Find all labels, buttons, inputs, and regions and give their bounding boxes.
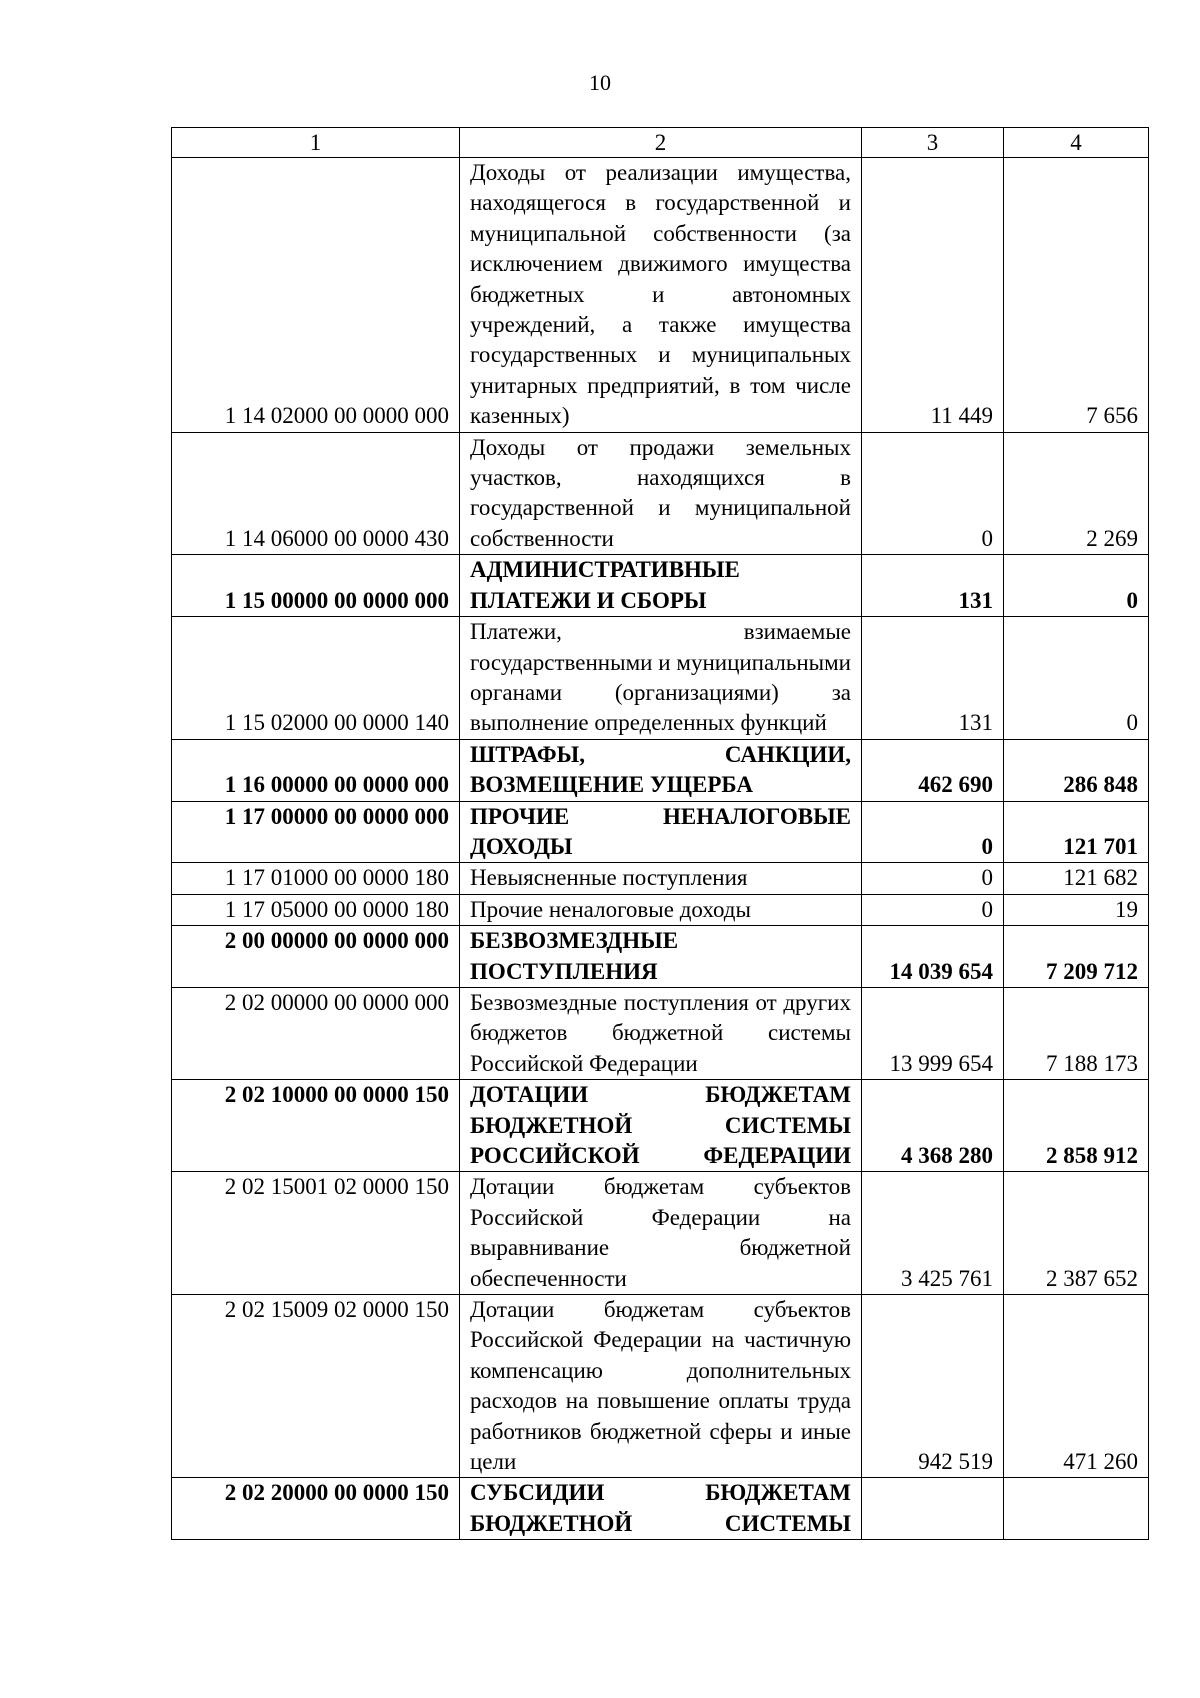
row-value-col3: 131 — [862, 617, 1004, 740]
row-name: ПРОЧИЕ НЕНАЛОГОВЫЕ ДОХОДЫ — [460, 801, 862, 863]
row-name: Доходы от реализации имущества, находящегося в государственной и муниципальной собственности (за исключением движимого имущества бюджетных и автономных учреждений, а также имущества государственных и муниципальных унитарных предприятий, в том числе казенных) — [460, 158, 862, 433]
row-name: СУБСИДИИ БЮДЖЕТАМ БЮДЖЕТНОЙ СИСТЕМЫ — [460, 1478, 862, 1540]
row-code: 2 02 10000 00 0000 150 — [172, 1080, 460, 1172]
row-value-col3: 0 — [862, 801, 1004, 863]
row-code: 1 17 00000 00 0000 000 — [172, 801, 460, 863]
column-header-4: 4 — [1004, 128, 1149, 158]
row-name: Доходы от продажи земельных участков, находящихся в государственной и муниципальной собственности — [460, 432, 862, 555]
row-value-col3: 131 — [862, 555, 1004, 617]
row-value-col4: 19 — [1004, 894, 1149, 925]
table-row — [172, 158, 1149, 433]
table-row — [172, 1172, 1149, 1295]
table-row — [172, 1295, 1149, 1478]
row-value-col4: 7 188 173 — [1004, 987, 1149, 1079]
row-value-col4: 121 701 — [1004, 801, 1149, 863]
row-name: ШТРАФЫ, САНКЦИИ, ВОЗМЕЩЕНИЕ УЩЕРБА — [460, 739, 862, 801]
row-value-col3: 942 519 — [862, 1295, 1004, 1478]
row-value-col3: 11 449 — [862, 158, 1004, 433]
row-name: Дотации бюджетам субъектов Российской Федерации на частичную компенсацию дополнительных расходов на повышение оплаты труда работников бюджетной сферы и иные цели — [460, 1295, 862, 1478]
row-value-col3: 3 425 761 — [862, 1172, 1004, 1295]
table-row — [172, 801, 1149, 863]
row-name: Безвозмездные поступления от других бюджетов бюджетной системы Российской Федерации — [460, 987, 862, 1079]
row-value-col3: 0 — [862, 863, 1004, 894]
row-name: БЕЗВОЗМЕЗДНЫЕ ПОСТУПЛЕНИЯ — [460, 926, 862, 988]
row-value-col4: 2 858 912 — [1004, 1080, 1149, 1172]
row-value-col3: 4 368 280 — [862, 1080, 1004, 1172]
table-row — [172, 863, 1149, 894]
table-row — [172, 987, 1149, 1079]
row-name: Прочие неналоговые доходы — [460, 894, 862, 925]
table-row — [172, 432, 1149, 555]
table-row — [172, 555, 1149, 617]
table-row — [172, 617, 1149, 740]
table-row — [172, 894, 1149, 925]
row-code: 1 15 02000 00 0000 140 — [172, 617, 460, 740]
row-value-col4: 0 — [1004, 617, 1149, 740]
row-value-col4: 0 — [1004, 555, 1149, 617]
table-row — [172, 1478, 1149, 1540]
row-code: 1 17 05000 00 0000 180 — [172, 894, 460, 925]
row-name: Невыясненные поступления — [460, 863, 862, 894]
row-code: 1 17 01000 00 0000 180 — [172, 863, 460, 894]
row-name: АДМИНИСТРАТИВНЫЕ ПЛАТЕЖИ И СБОРЫ — [460, 555, 862, 617]
row-value-col3: 13 999 654 — [862, 987, 1004, 1079]
column-header-3: 3 — [862, 128, 1004, 158]
row-code: 2 02 20000 00 0000 150 — [172, 1478, 460, 1540]
revenue-table — [171, 127, 1149, 1540]
row-code: 2 00 00000 00 0000 000 — [172, 926, 460, 988]
row-value-col4: 121 682 — [1004, 863, 1149, 894]
row-value-col3: 0 — [862, 894, 1004, 925]
row-value-col4: 471 260 — [1004, 1295, 1149, 1478]
row-value-col3: 14 039 654 — [862, 926, 1004, 988]
row-value-col3 — [862, 1478, 1004, 1540]
row-value-col4 — [1004, 1478, 1149, 1540]
row-name: Платежи, взимаемые государственными и муниципальными органами (организациями) за выполнение определенных функций — [460, 617, 862, 740]
row-value-col3: 0 — [862, 432, 1004, 555]
row-value-col4: 7 209 712 — [1004, 926, 1149, 988]
row-name: Дотации бюджетам субъектов Российской Федерации на выравнивание бюджетной обеспеченности — [460, 1172, 862, 1295]
table-row — [172, 739, 1149, 801]
row-value-col4: 286 848 — [1004, 739, 1149, 801]
row-value-col4: 2 269 — [1004, 432, 1149, 555]
row-code: 1 16 00000 00 0000 000 — [172, 739, 460, 801]
row-value-col4: 2 387 652 — [1004, 1172, 1149, 1295]
row-code: 2 02 00000 00 0000 000 — [172, 987, 460, 1079]
row-value-col3: 462 690 — [862, 739, 1004, 801]
table-row — [172, 926, 1149, 988]
table-header-row — [172, 128, 1149, 158]
row-value-col4: 7 656 — [1004, 158, 1149, 433]
row-code: 1 15 00000 00 0000 000 — [172, 555, 460, 617]
row-code: 2 02 15001 02 0000 150 — [172, 1172, 460, 1295]
row-code: 2 02 15009 02 0000 150 — [172, 1295, 460, 1478]
page-number: 10 — [589, 70, 611, 95]
row-code: 1 14 02000 00 0000 000 — [172, 158, 460, 433]
row-code: 1 14 06000 00 0000 430 — [172, 432, 460, 555]
column-header-1: 1 — [172, 128, 460, 158]
row-name: ДОТАЦИИ БЮДЖЕТАМ БЮДЖЕТНОЙ СИСТЕМЫ РОССИЙСКОЙ ФЕДЕРАЦИИ — [460, 1080, 862, 1172]
column-header-2: 2 — [460, 128, 862, 158]
table-row — [172, 1080, 1149, 1172]
